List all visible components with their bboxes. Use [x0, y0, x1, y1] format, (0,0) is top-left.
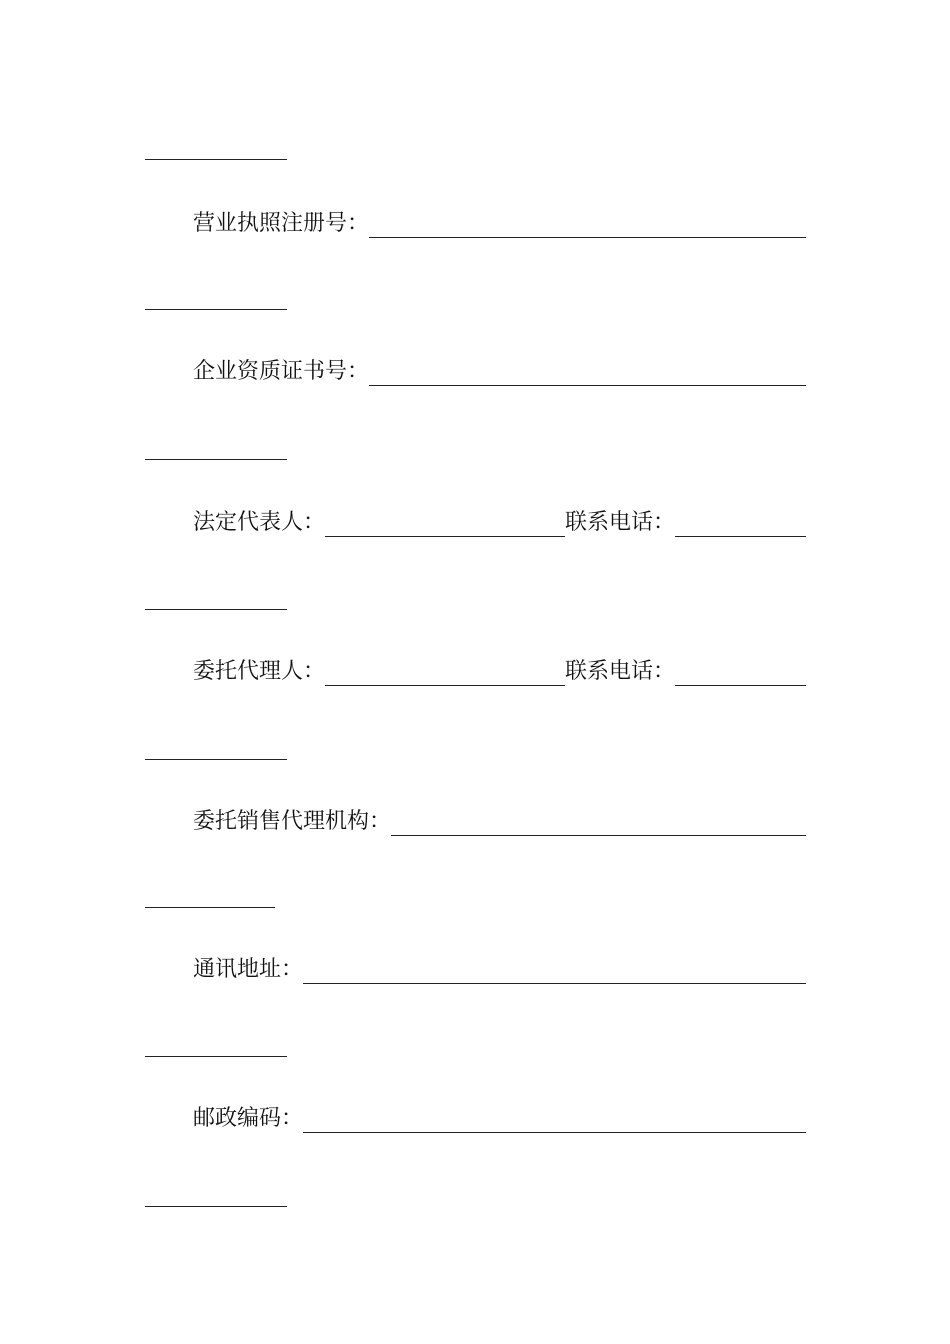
address-label: 通讯地址：	[193, 957, 304, 982]
postal-code-field[interactable]	[303, 1104, 806, 1133]
continuation-line	[145, 309, 287, 310]
continuation-line	[145, 1056, 287, 1057]
qualification-cert-row	[193, 356, 806, 388]
legal-rep-label: 法定代表人：	[193, 510, 326, 535]
continuation-line	[145, 759, 287, 760]
qualification-cert-field[interactable]	[369, 357, 806, 386]
legal-rep-row	[193, 507, 806, 539]
agent-row	[193, 656, 806, 688]
business-license-label: 营业执照注册号：	[193, 211, 370, 236]
address-field[interactable]	[303, 955, 806, 984]
postal-code-row	[193, 1103, 806, 1135]
legal-rep-phone-label: 联系电话：	[565, 510, 676, 535]
qualification-cert-label: 企业资质证书号：	[193, 359, 370, 384]
continuation-line	[145, 459, 287, 460]
sales-agency-field[interactable]	[391, 807, 806, 836]
legal-rep-phone-field[interactable]	[675, 508, 806, 537]
continuation-line	[145, 159, 287, 160]
business-license-field[interactable]	[369, 209, 806, 238]
postal-code-label: 邮政编码：	[193, 1106, 304, 1131]
address-row	[193, 954, 806, 986]
agent-phone-label: 联系电话：	[565, 659, 676, 684]
legal-rep-field[interactable]	[325, 508, 565, 537]
business-license-row	[193, 208, 806, 240]
continuation-line	[145, 609, 287, 610]
agent-field[interactable]	[325, 657, 565, 686]
agent-label: 委托代理人：	[193, 659, 326, 684]
sales-agency-row	[193, 806, 806, 838]
sales-agency-label: 委托销售代理机构：	[193, 809, 392, 834]
agent-phone-field[interactable]	[675, 657, 806, 686]
continuation-line	[145, 907, 275, 908]
continuation-line	[145, 1206, 287, 1207]
